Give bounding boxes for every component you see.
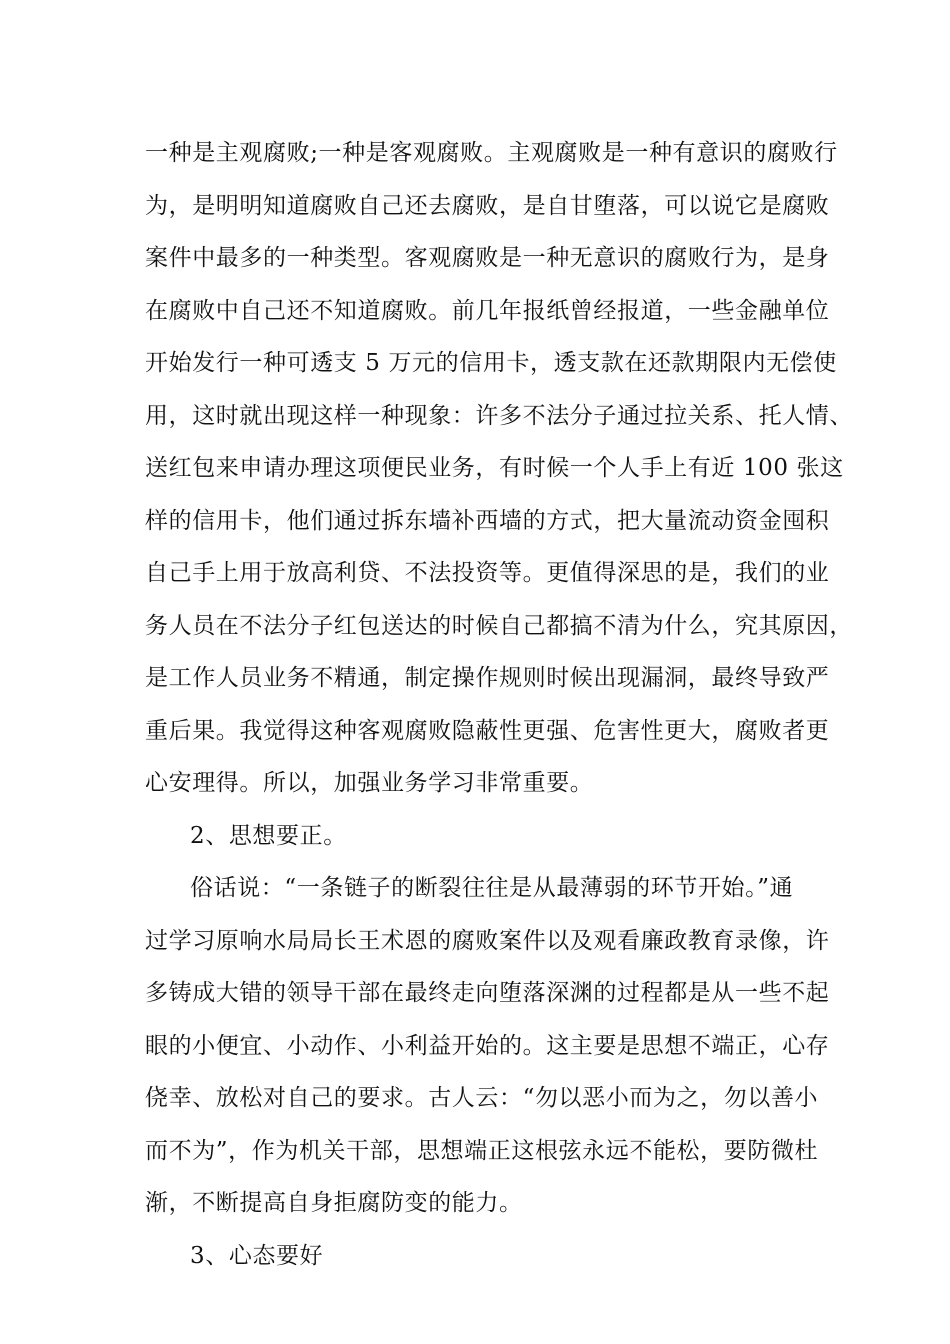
paragraph-line: 侥幸、放松对自己的要求。古人云：“勿以恶小而为之，勿以善小 — [145, 1085, 819, 1111]
section-heading: 3、心态要好 — [190, 1243, 324, 1269]
paragraph-line: 渐，不断提高自身拒腐防变的能力。 — [145, 1190, 523, 1216]
paragraph-line: 案件中最多的一种类型。客观腐败是一种无意识的腐败行为，是身 — [145, 245, 830, 271]
section-heading: 2、思想要正。 — [190, 823, 347, 849]
paragraph-line: 多铸成大错的领导干部在最终走向堕落深渊的过程都是从一些不起 — [145, 980, 830, 1006]
paragraph-line: 重后果。我觉得这种客观腐败隐蔽性更强、危害性更大，腐败者更 — [145, 718, 830, 744]
paragraph-line: 一种是主观腐败;一种是客观腐败。主观腐败是一种有意识的腐败行 — [145, 140, 838, 166]
paragraph-line: 务人员在不法分子红包送达的时候自己都搞不清为什么，究其原因， — [145, 613, 853, 639]
paragraph-line: 而不为”，作为机关干部，思想端正这根弦永远不能松，要防微杜 — [145, 1138, 819, 1164]
paragraph-line: 眼的小便宜、小动作、小利益开始的。这主要是思想不端正，心存 — [145, 1033, 830, 1059]
paragraph-line: 是工作人员业务不精通，制定操作规则时候出现漏洞，最终导致严 — [145, 665, 830, 691]
paragraph-line: 过学习原响水局局长王术恩的腐败案件以及观看廉政教育录像，许 — [145, 928, 830, 954]
paragraph-line: 为，是明明知道腐败自己还去腐败，是自甘堕落，可以说它是腐败 — [145, 193, 830, 219]
paragraph-line: 自己手上用于放高利贷、不法投资等。更值得深思的是，我们的业 — [145, 560, 830, 586]
paragraph-line: 开始发行一种可透支 5 万元的信用卡，透支款在还款期限内无偿使 — [145, 350, 837, 376]
paragraph-line: 在腐败中自己还不知道腐败。前几年报纸曾经报道，一些金融单位 — [145, 298, 830, 324]
paragraph-line: 心安理得。所以，加强业务学习非常重要。 — [145, 770, 594, 796]
paragraph-line: 用，这时就出现这样一种现象：许多不法分子通过拉关系、托人情、 — [145, 403, 853, 429]
paragraph-line: 送红包来申请办理这项便民业务，有时候一个人手上有近 100 张这 — [145, 455, 844, 481]
paragraph-line: 俗话说：“一条链子的断裂往往是从最薄弱的环节开始。”通 — [190, 875, 794, 901]
paragraph-line: 样的信用卡，他们通过拆东墙补西墙的方式，把大量流动资金囤积 — [145, 508, 830, 534]
